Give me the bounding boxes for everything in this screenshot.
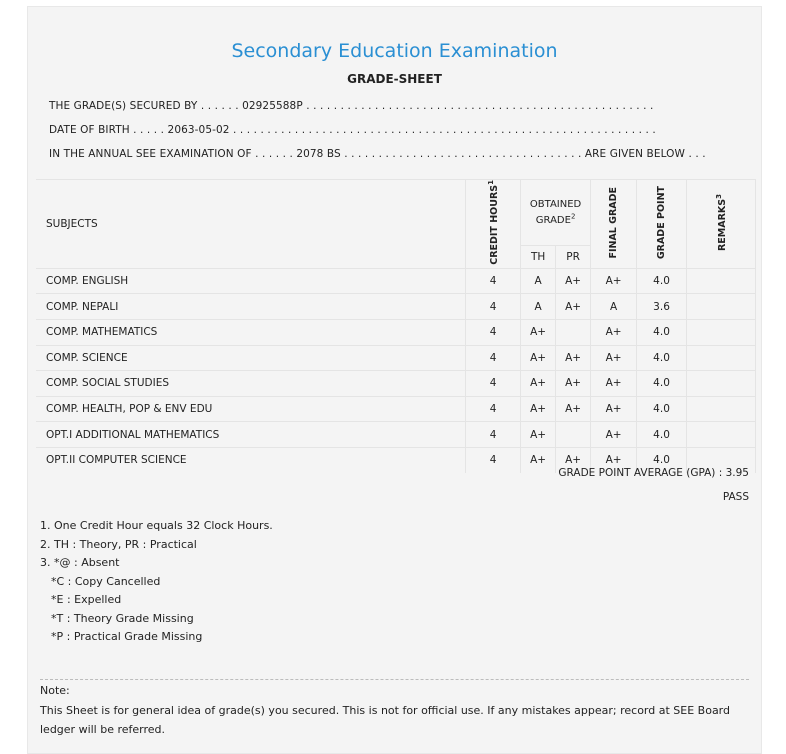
table-row [36, 396, 756, 422]
table-row [36, 319, 756, 345]
grade-point-cell: 4.0 [637, 371, 687, 397]
practical-grade-cell [556, 319, 591, 345]
theory-grade-cell: A+ [521, 447, 556, 473]
practical-grade-cell: A+ [556, 396, 591, 422]
grades-table [36, 179, 756, 473]
legend-item: *P : Practical Grade Missing [51, 630, 203, 643]
subject-cell: COMP. SOCIAL STUDIES [36, 371, 466, 397]
gpa-summary: GRADE POINT AVERAGE (GPA) : 3.95 [558, 467, 749, 479]
practical-grade-cell: A+ [556, 345, 591, 371]
subject-cell: COMP. NEPALI [36, 294, 466, 320]
credit-hours-header-label [486, 180, 500, 265]
practical-grade-cell: A+ [556, 294, 591, 320]
remarks-cell [687, 396, 756, 422]
note-label: Note: [40, 684, 70, 697]
final-grade-cell: A+ [591, 319, 637, 345]
grade-point-label: GRADE POINT [656, 185, 668, 259]
grade-point-cell: 4.0 [637, 345, 687, 371]
legend-item: *T : Theory Grade Missing [51, 611, 194, 625]
final-grade-cell: A+ [591, 422, 637, 448]
remarks-cell [687, 422, 756, 448]
grade-point-cell: 4.0 [637, 422, 687, 448]
credit-hours-header [466, 180, 521, 269]
final-grade-cell: A+ [591, 371, 637, 397]
subject-cell: OPT.I ADDITIONAL MATHEMATICS [36, 422, 466, 448]
grade-point-cell: 4.0 [637, 319, 687, 345]
final-grade-cell: A+ [591, 447, 637, 473]
table-row [36, 422, 756, 448]
obtained-grade-label [530, 199, 581, 226]
theory-grade-cell: A+ [521, 396, 556, 422]
theory-grade-cell: A+ [521, 371, 556, 397]
theory-grade-cell: A+ [521, 345, 556, 371]
subject-cell: COMP. MATHEMATICS [36, 319, 466, 345]
table-row [36, 345, 756, 371]
exam-title: Secondary Education Examination [231, 40, 558, 62]
grade-point-cell: 4.0 [637, 447, 687, 473]
note-text: This Sheet is for general idea of grade(s) you secured. This is not for official use. If any mistakes appear; record at SEE Board ledger will be referred. [40, 704, 730, 736]
legend-item: 3. *@ : Absent [40, 556, 120, 569]
table-row [36, 371, 756, 397]
exam-year-line: IN THE ANNUAL SEE EXAMINATION OF . . . . . . 2078 BS . . . . . . . . . . . . . . . . . . . . . . . . . . . . . . . . . . . ARE GIVEN BELOW . . . [49, 148, 706, 160]
obtained-grade-footnote: 2 [570, 212, 576, 221]
final-grade-cell: A [591, 294, 637, 320]
secured-by-line: THE GRADE(S) SECURED BY . . . . . . 02925588P . . . . . . . . . . . . . . . . . . . . . . . . . . . . . . . . . . . . . . . . . . . . . . . . . . . [49, 100, 654, 112]
theory-grade-cell: A+ [521, 319, 556, 345]
practical-grade-cell: A+ [556, 371, 591, 397]
grade-sheet-heading: GRADE-SHEET [347, 72, 442, 86]
practical-grade-cell: A+ [556, 268, 591, 294]
date-of-birth-line: DATE OF BIRTH . . . . . 2063-05-02 . . . . . . . . . . . . . . . . . . . . . . . . . . . . . . . . . . . . . . . . . . . . . . . . . . . . . . . . . . . . . . [49, 124, 656, 136]
credit-hours-cell: 4 [466, 396, 521, 422]
remarks-cell [687, 371, 756, 397]
credit-hours-cell: 4 [466, 319, 521, 345]
remarks-cell [687, 345, 756, 371]
result-status: PASS [722, 491, 749, 503]
pr-header: PR [556, 246, 591, 269]
credit-hours-cell: 4 [466, 294, 521, 320]
subjects-header [36, 180, 466, 269]
credit-hours-cell: 4 [466, 268, 521, 294]
remarks-header-label [714, 194, 728, 251]
credit-hours-footnote: 1 [487, 180, 496, 185]
final-grade-label: FINAL GRADE [608, 186, 620, 259]
credit-hours-cell: 4 [466, 345, 521, 371]
table-row [36, 294, 756, 320]
subjects-header-label: SUBJECTS [46, 217, 98, 230]
subject-cell: COMP. ENGLISH [36, 268, 466, 294]
grade-point-cell: 3.6 [637, 294, 687, 320]
note-divider [40, 679, 749, 680]
remarks-footnote: 3 [714, 193, 723, 199]
footnote-legend [40, 517, 273, 647]
legend-item: *C : Copy Cancelled [51, 574, 161, 588]
theory-grade-cell: A+ [521, 422, 556, 448]
remarks-header [687, 180, 756, 269]
legend-item: *E : Expelled [51, 593, 122, 606]
grade-point-cell: 4.0 [637, 268, 687, 294]
grade-point-cell: 4.0 [637, 396, 687, 422]
theory-grade-cell: A [521, 294, 556, 320]
th-header: TH [521, 246, 556, 269]
obtained-grade-header [521, 180, 591, 246]
remarks-cell [687, 294, 756, 320]
final-grade-cell: A+ [591, 268, 637, 294]
legend-item: 2. TH : Theory, PR : Practical [40, 537, 197, 551]
remarks-cell [687, 268, 756, 294]
final-grade-header [591, 180, 637, 269]
obtained-grade-text: OBTAINED GRADE [529, 198, 582, 227]
legend-item: 1. One Credit Hour equals 32 Clock Hours. [40, 519, 273, 532]
practical-grade-cell: A+ [556, 447, 591, 473]
credit-hours-text: CREDIT HOURS [489, 184, 501, 265]
final-grade-cell: A+ [591, 345, 637, 371]
practical-grade-cell [556, 422, 591, 448]
credit-hours-cell: 4 [466, 422, 521, 448]
table-row [36, 268, 756, 294]
grade-sheet-panel [27, 6, 762, 754]
credit-hours-cell: 4 [466, 447, 521, 473]
subject-cell: OPT.II COMPUTER SCIENCE [36, 447, 466, 473]
subject-cell: COMP. SCIENCE [36, 345, 466, 371]
table-header-row [36, 180, 756, 246]
theory-grade-cell: A [521, 268, 556, 294]
remarks-cell [687, 319, 756, 345]
subject-cell: COMP. HEALTH, POP & ENV EDU [36, 396, 466, 422]
grade-point-header [637, 180, 687, 269]
credit-hours-cell: 4 [466, 371, 521, 397]
remarks-text: REMARKS [717, 198, 729, 251]
final-grade-cell: A+ [591, 396, 637, 422]
